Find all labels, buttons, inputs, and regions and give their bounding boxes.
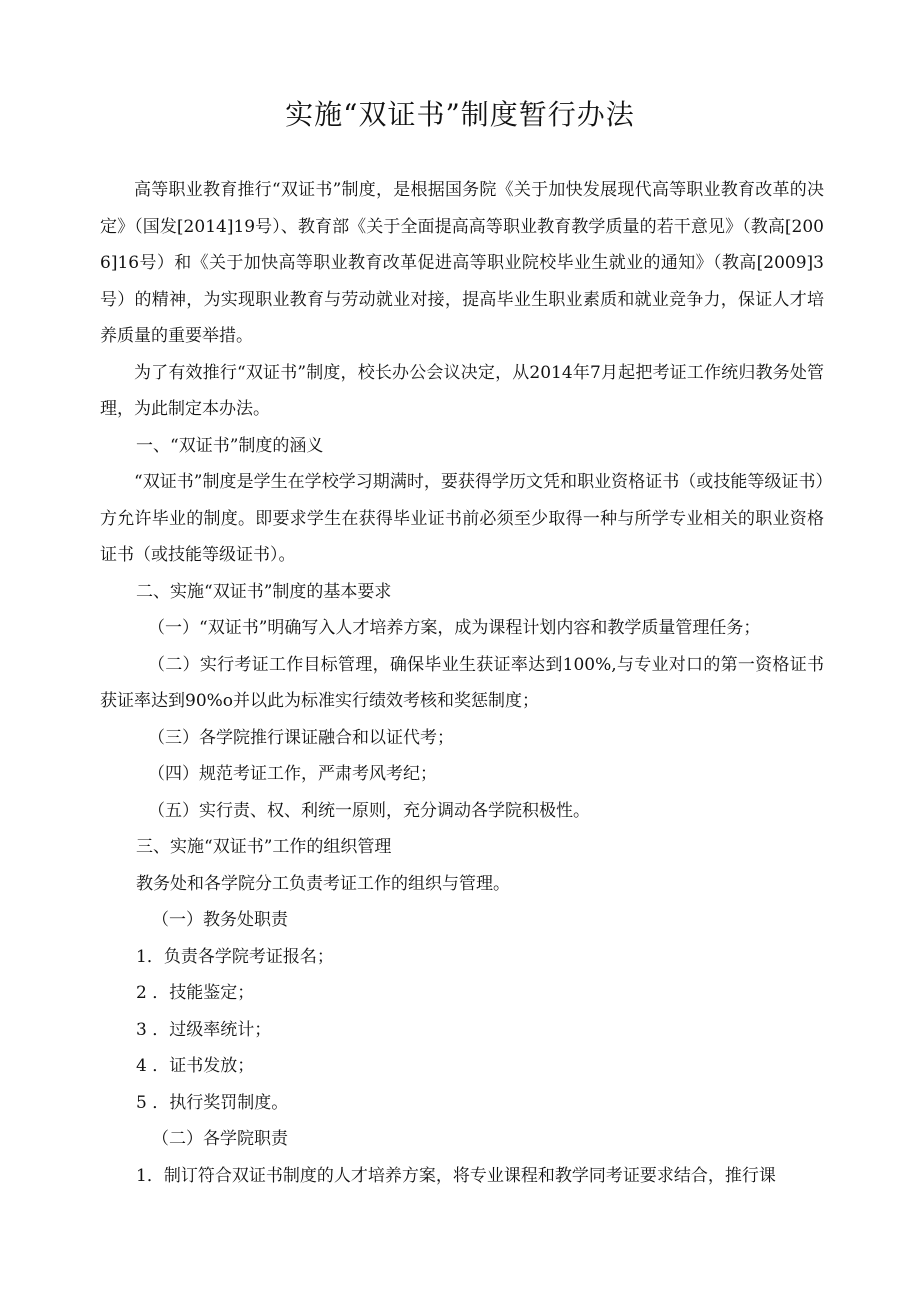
list-item: 5 ．执行奖罚制度。 <box>136 1092 289 1113</box>
paragraph-intro: 高等职业教育推行“双证书”制度，是根据国务院《关于加快发展现代高等职业教育改革的决定》（国发[2014]19号）、教育部《关于全面提高高等职业教育教学质量的若干意见》（教高[2006]16号）和《关于加快高等职业教育改革促进高等职业院校毕业生就业的通知》（教高[2009]3号）的精神，为实现职业教育与劳动就业对接，提高毕业生职业素质和就业竞争力，保证人才培养质量的重要举措。 <box>100 180 824 346</box>
section-2-item: （三）各学院推行课证融合和以证代考； <box>148 727 454 748</box>
section-1-heading: 一、“双证书”制度的涵义 <box>136 435 324 456</box>
section-3-intro: 教务处和各学院分工负责考证工作的组织与管理。 <box>136 873 510 894</box>
list-item: 2 ．技能鉴定； <box>136 983 255 1003</box>
section-2-item: （四）规范考证工作，严肃考风考纪； <box>148 764 437 784</box>
list-item: 1．制订符合双证书制度的人才培养方案，将专业课程和教学同考证要求结合，推行课 <box>136 1165 776 1186</box>
list-item: 3 ．过级率统计； <box>136 1019 272 1040</box>
document-title: 实施“双证书”制度暂行办法 <box>285 98 635 131</box>
section-3-heading: 三、实施“双证书”工作的组织管理 <box>136 837 392 857</box>
section-1-text: “双证书”制度是学生在学校学习期满时，要获得学历文凭和职业资格证书（或技能等级证书）方允许毕业的制度。即要求学生在获得毕业证书前必须至少取得一种与所学专业相关的职业资格证书（或技能等级证书）。 <box>100 472 824 565</box>
document-body <box>100 172 824 1194</box>
section-2-item: （一）“双证书”明确写入人才培养方案，成为课程计划内容和教学质量管理任务； <box>148 618 761 638</box>
section-2-item: （五）实行责、权、利统一原则，充分调动各学院积极性。 <box>148 800 590 821</box>
subsection-1-heading: （一）教务处职责 <box>152 910 288 930</box>
section-2-item: （二）实行考证工作目标管理，确保毕业生获证率达到100%,与专业对口的第一资格证书获证率达到90%o并以此为标准实行绩效考核和奖惩制度； <box>100 654 824 711</box>
subsection-2-heading: （二）各学院职责 <box>152 1129 288 1149</box>
paragraph-decision: 为了有效推行“双证书”制度，校长办公会议决定，从2014年7月起把考证工作统归教务处管理，为此制定本办法。 <box>100 362 824 419</box>
list-item: 4 ．证书发放； <box>136 1056 255 1076</box>
section-2-heading: 二、实施“双证书”制度的基本要求 <box>136 581 392 602</box>
list-item: 1．负责各学院考证报名； <box>136 946 334 967</box>
